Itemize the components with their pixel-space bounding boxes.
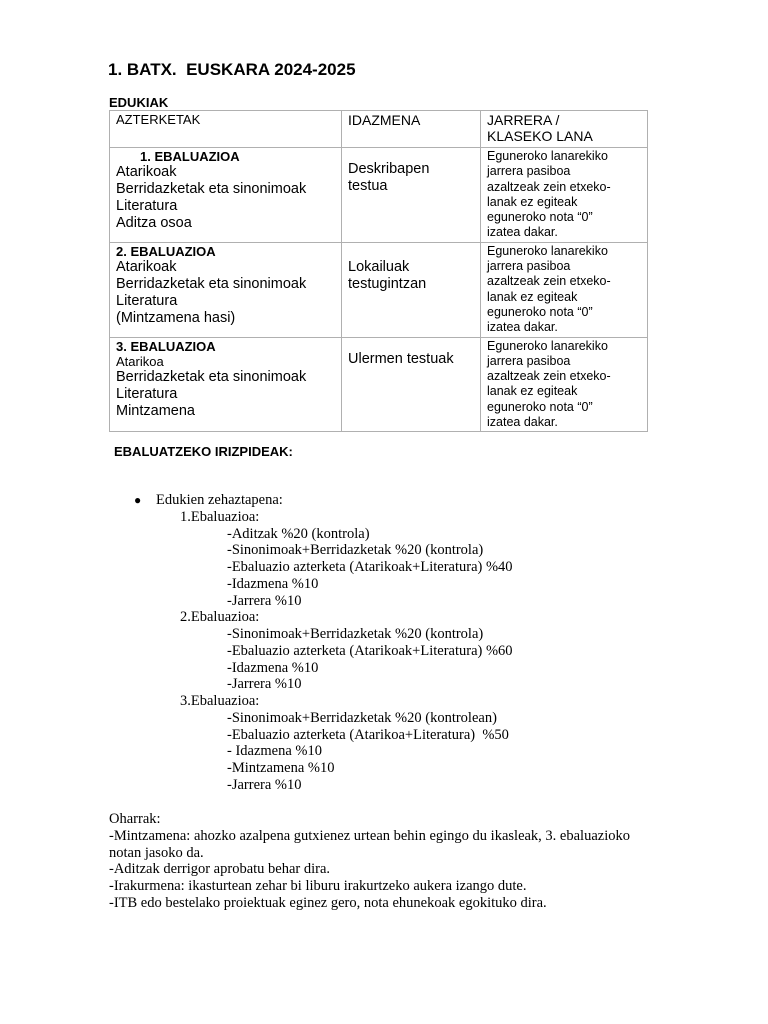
table-row [110,337,648,432]
exam-item: Atarikoak [116,258,177,275]
exam-item: Literatura [116,292,178,309]
jarrera-line: azaltzeak zein etxeko- [487,179,611,194]
jarrera-cell [481,242,648,337]
jarrera-line: izatea dakar. [487,320,558,335]
exam-item: Aditza osoa [116,215,192,231]
jarrera-line: eguneroko nota “0” [487,304,593,319]
criteria-item: -Sinonimoak+Berridazketak %20 (kontrola) [227,542,484,559]
exam-item: Atarikoa [116,353,164,369]
idazmena-cell [342,148,481,243]
page-title: 1. BATX. EUSKARA 2024-2025 [108,60,356,79]
jarrera-line: azaltzeak zein etxeko- [487,274,611,289]
criteria-item: -Jarrera %10 [227,592,302,609]
exam-item: Literatura [116,385,178,402]
azterketak-cell [110,337,342,432]
table-header-row [110,111,648,148]
notes-section [109,811,649,912]
idazmena-text [348,351,474,368]
jarrera-line: azaltzeak zein etxeko- [487,369,611,384]
criteria-item: -Ebaluazio azterketa (Atarikoa+Literatura) %50 [227,726,509,743]
section-heading-irizpideak: EBALUATZEKO IRIZPIDEAK: [114,444,293,459]
idazmena-text [348,259,474,293]
idazmena-cell [342,242,481,337]
evaluation-title: 2. EBALUAZIOA [116,243,216,259]
jarrera-line: eguneroko nota “0” [487,399,593,414]
criteria-item: -Ebaluazio azterketa (Atarikoak+Literatura) %60 [227,642,513,659]
idazmena-line: testugintzan [348,275,427,292]
note-line: -Aditzak derrigor aprobatu behar dira. [109,861,331,878]
criteria-item: -Jarrera %10 [227,776,302,793]
evaluation-label: 1.Ebaluazioa: [180,508,260,525]
criteria-item: -Sinonimoak+Berridazketak %20 (kontrola) [227,626,484,642]
jarrera-line: Eguneroko lanarekiko [487,149,608,163]
azterketak-cell [110,148,342,243]
jarrera-line: Eguneroko lanarekiko [487,338,608,353]
jarrera-line: izatea dakar. [487,415,558,430]
evaluation-title: 3. EBALUAZIOA [116,338,216,354]
idazmena-cell [342,337,481,432]
note-line: -Mintzamena: ahozko azalpena gutxienez urtean behin egingo du ikasleak, 3. ebaluazioko notan jasoko da. [109,827,630,861]
exam-item: Atarikoak [116,164,177,180]
jarrera-line: eguneroko nota “0” [487,210,593,225]
criteria-item: -Aditzak %20 (kontrola) [227,525,370,542]
bullet-icon: ● [134,493,142,507]
criteria-intro: Edukien zehaztapena: [156,492,283,508]
section-heading-edukiak: EDUKIAK [109,95,169,110]
criteria-item: -Sinonimoak+Berridazketak %20 (kontrolean) [227,709,497,726]
jarrera-line: jarrera pasiboa [487,259,571,274]
note-line: -ITB edo bestelako proiektuak eginez gero, nota ehunekoak egokituko dira. [109,894,547,911]
evaluation-title: 1. EBALUAZIOA [140,149,240,164]
jarrera-line: lanak ez egiteak [487,194,578,209]
header-klaseko-lana-line: KLASEKO LANA [487,128,593,144]
criteria-item: -Ebaluazio azterketa (Atarikoak+Literatura) %40 [227,559,513,575]
jarrera-line: jarrera pasiboa [487,164,571,179]
idazmena-text [348,161,474,195]
header-jarrera [481,111,648,148]
table-row [110,148,648,243]
note-line: -Irakurmena: ikasturtean zehar bi liburu irakurtzeko aukera izango dute. [109,878,527,894]
content-table [109,110,648,432]
list-item [108,492,513,509]
exam-item: Berridazketak eta sinonimoak [116,275,307,292]
header-idazmena: IDAZMENA [342,111,481,148]
evaluation-label: 2.Ebaluazioa: [180,609,260,626]
azterketak-cell [110,242,342,337]
idazmena-line: Ulermen testuak [348,350,454,367]
criteria-item: -Idazmena %10 [227,575,319,592]
table-row [110,242,648,337]
exam-item: (Mintzamena hasi) [116,309,236,326]
header-jarrera-line: JARRERA / [487,112,560,128]
criteria-list [108,492,513,794]
jarrera-line: lanak ez egiteak [487,289,578,304]
idazmena-line: Deskribapen [348,161,430,177]
exam-item: Berridazketak eta sinonimoak [116,181,307,197]
exam-item: Mintzamena [116,402,195,419]
exam-item: Berridazketak eta sinonimoak [116,368,307,385]
jarrera-cell [481,337,648,432]
jarrera-cell [481,148,648,243]
notes-title: Oharrak: [109,811,161,827]
idazmena-line: Lokailuak [348,258,410,275]
jarrera-line: lanak ez egiteak [487,384,578,399]
criteria-item: -Mintzamena %10 [227,760,335,776]
jarrera-line: jarrera pasiboa [487,353,571,368]
jarrera-line: Eguneroko lanarekiko [487,243,608,258]
criteria-item: - Idazmena %10 [227,743,323,760]
exam-item: Literatura [116,198,178,214]
jarrera-line: izatea dakar. [487,225,558,240]
header-azterketak: AZTERKETAK [110,111,342,148]
idazmena-line: testua [348,178,388,194]
criteria-item: -Idazmena %10 [227,659,319,676]
criteria-item: -Jarrera %10 [227,676,302,693]
evaluation-label: 3.Ebaluazioa: [180,693,260,709]
